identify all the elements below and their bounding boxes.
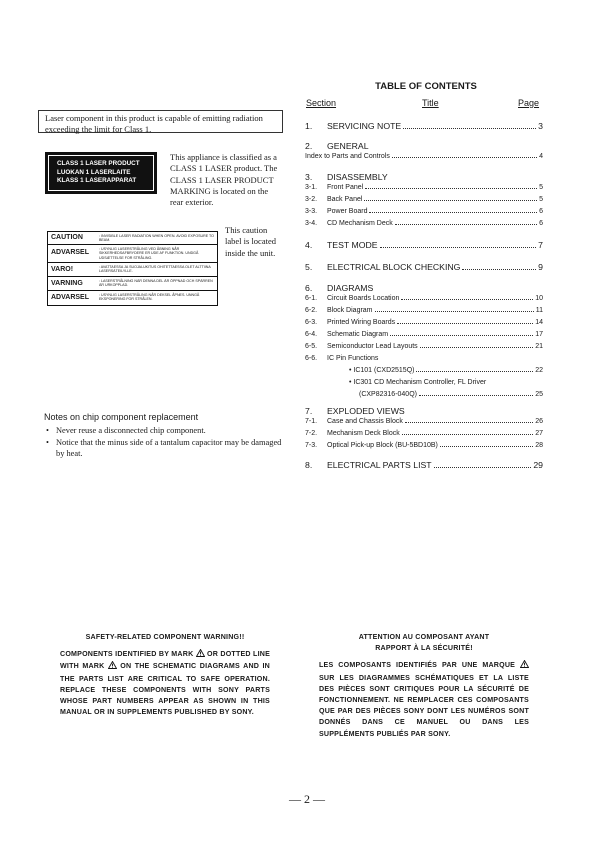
caution-row-text: : USYNLIG LASERSTRÅLING VED ÅBNING NÅR SIKKERHEDSAFBRYDERE ER UDE AF FUNKTION. UNDGÅ UDSÆTTELSE FOR STRÅLING. [99, 247, 199, 260]
toc-entry-leader [397, 323, 533, 324]
toc-entry-page: 17 [535, 331, 543, 338]
chip-notes [44, 412, 289, 460]
toc-entry [305, 391, 543, 403]
toc-title: TABLE OF CONTENTS [375, 81, 477, 92]
toc-entry-page: 9 [538, 262, 543, 272]
toc-entry-title: • IC101 (CXD2515Q) [349, 367, 415, 374]
toc-entry-page: 26 [535, 418, 543, 425]
toc-entry-leader [365, 188, 537, 189]
caution-row [48, 263, 217, 277]
toc-entry [305, 460, 543, 472]
toc-entry-number: 3-3. [305, 208, 318, 215]
toc-entry [305, 295, 543, 307]
toc-entry [305, 208, 543, 220]
safety-warning-en-title: SAFETY-RELATED COMPONENT WARNING!! [85, 633, 245, 641]
caution-row-label: CAUTION [51, 234, 83, 241]
toc-entry-page: 21 [535, 343, 543, 350]
toc-entry-leader [416, 371, 533, 372]
toc-entry-page: 4 [539, 153, 543, 160]
laser-notice-box [38, 110, 283, 133]
caution-row-text: : USYNLIG LASERSTRÅLING NÅR DEKSEL ÅPNES. UNNGÅ EKSPONERING FOR STRÅLEN. [99, 293, 200, 302]
toc-entry-title: Optical Pick-up Block (BU-5BD10B) [327, 442, 438, 449]
toc-entry-number: 3. [305, 172, 313, 182]
toc-header-section: Section [306, 98, 337, 108]
toc-entry-leader [369, 212, 537, 213]
safety-warning-fr-title: ATTENTION AU COMPOSANT AYANT RAPPORT À LA SÉCURITÉ! [358, 633, 490, 653]
toc-entry-number: 6-2. [305, 307, 318, 314]
toc-entry-number: 6-3. [305, 319, 318, 326]
toc-entry-leader [401, 299, 533, 300]
class1-label-line: KLASS 1 LASERAPPARAT [57, 177, 137, 185]
toc-entry [305, 406, 543, 418]
toc-entry-title: Schematic Diagram [327, 331, 389, 338]
toc-entry-number: 3-2. [305, 196, 318, 203]
toc-entry [305, 262, 543, 274]
toc-entry-number: 7-3. [305, 442, 318, 449]
toc-entry-number: 6-1. [305, 295, 318, 302]
page-number: — 2 — [289, 792, 325, 806]
toc-entry [305, 367, 543, 379]
toc-entry-page: 7 [538, 240, 543, 250]
caution-label [47, 231, 218, 306]
warning-triangle-icon [196, 649, 205, 661]
caution-row [48, 277, 217, 291]
laser-notice-text: Laser component in this product is capable of emitting radiation exceeding the limit for Class 1. [45, 113, 263, 134]
toc-entry-page: 28 [535, 442, 543, 449]
toc-entry [305, 121, 543, 133]
toc-entry-title: Case and Chassis Block [327, 418, 403, 425]
toc-entry [305, 442, 543, 454]
toc-entry-number: 3-1. [305, 184, 318, 191]
toc-entry-title: EXPLODED VIEWS [327, 406, 405, 416]
toc-entry-title: Semiconductor Lead Layouts [327, 343, 418, 350]
chip-note-item: • Notice that the minus side of a tantalum capacitor may be damaged by heat. [44, 437, 289, 460]
toc-entry-page: 27 [535, 430, 543, 437]
toc-entry-page: 3 [538, 121, 543, 131]
toc-entry-title: ELECTRICAL BLOCK CHECKING [327, 262, 461, 272]
toc-entry-number: 3-4. [305, 220, 318, 227]
safety-warning-en-body: COMPONENTS IDENTIFIED BY MARK OR DOTTED LINE WITH MARK ON THE SCHEMATIC DIAGRAMS AND IN THE PARTS LIST ARE CRITICAL TO SAFE OPERATION. REPLACE THESE COMPONENTS WITH SONY PARTS WHOSE PART NUMBERS APPEAR AS SHOWN IN THIS MANUAL OR IN SUPPLEMENTS PUBLISHED BY SONY. [60, 650, 270, 717]
toc-entry-leader [364, 200, 537, 201]
toc-entry-title: Front Panel [327, 184, 364, 191]
caution-row-label: ADVARSEL [51, 249, 89, 256]
toc-header-title: Title [422, 98, 439, 108]
toc-entry-title: Power Board [327, 208, 368, 215]
toc-entry-page: 5 [539, 196, 543, 203]
caution-description: This caution label is located inside the unit. [225, 225, 276, 258]
toc-entry-title: GENERAL [327, 141, 369, 151]
safety-warning-fr-body: LES COMPOSANTS IDENTIFIÉS PAR UNE MARQUE SUR LES DIAGRAMMES SCHÉMATIQUES ET LA LISTE DES PIÈCES SONT CRITIQUES POUR LA SÉCURITÉ DE FONCTIONNEMENT. NE REMPLACER CES COMPOSANTS QUE PAR DES PIÈCES SONY DONT LES NUMÉROS SONT DONNÉS DANS CE MANUEL OU DANS LES SUPPLÉMENTS PUBLIÉS PAR SONY. [319, 661, 529, 738]
toc-entry [305, 172, 543, 184]
caution-row-text: : INVISIBLE LASER RADIATION WHEN OPEN. AVOID EXPOSURE TO BEAM. [99, 234, 214, 243]
toc-entry-number: 1. [305, 121, 313, 131]
toc-entry-title: Block Diagram [327, 307, 373, 314]
class1-label-line: CLASS 1 LASER PRODUCT [57, 160, 140, 167]
toc-entry [305, 283, 543, 295]
toc-entry-leader [380, 247, 537, 248]
chip-note-item: • Never reuse a disconnected chip component. [44, 425, 289, 437]
toc-entry-page: 5 [539, 184, 543, 191]
toc-entry-number: 6. [305, 283, 313, 293]
toc-entry-title: CD Mechanism Deck [327, 220, 393, 227]
toc-entry-page: 22 [535, 367, 543, 374]
toc-entry [305, 153, 543, 165]
chip-notes-heading: Notes on chip component replacement [44, 412, 199, 422]
caution-row-text: : LASERSTRÅLNING NÄR DENNA DEL ÄR ÖPPNAD OCH SPÄRREN ÄR URKOPPLAD. [99, 279, 213, 288]
toc-entry-leader [462, 269, 536, 270]
toc-entry-title: DISASSEMBLY [327, 172, 388, 182]
toc-entry-number: 6-6. [305, 355, 318, 362]
toc-entry-title: DIAGRAMS [327, 283, 374, 293]
warning-triangle-icon [520, 660, 529, 672]
caution-row-label: VARNING [51, 280, 83, 287]
toc-entry-page: 14 [535, 319, 543, 326]
toc-entry-number: 6-4. [305, 331, 318, 338]
toc-entry-page: 10 [535, 295, 543, 302]
class1-label-line: LUOKAN 1 LASERLAITE [57, 168, 131, 176]
safety-warning-en [60, 632, 270, 718]
toc-entry-leader [390, 335, 533, 336]
toc-entry [305, 307, 543, 319]
toc-entry-leader [434, 467, 532, 468]
class1-description: This appliance is classified as a CLASS 1 LASER product. The CLASS 1 LASER PRODUCT MARKING is located on the rear exterior. [170, 152, 278, 208]
toc-entry-number: 6-5. [305, 343, 318, 350]
toc-entry [305, 184, 543, 196]
toc-entry [305, 379, 543, 391]
toc-entry-number: 4. [305, 240, 313, 250]
toc-entry-leader [395, 224, 537, 225]
toc-entry-leader [403, 128, 536, 129]
toc-entry-number: 8. [305, 460, 313, 470]
toc-entry [305, 343, 543, 355]
toc-entry-title: • IC301 CD Mechanism Controller, FL Driver [349, 379, 487, 386]
toc-entry-leader [405, 422, 533, 423]
toc-entry-title: ELECTRICAL PARTS LIST [327, 460, 432, 470]
toc-entry-leader [392, 157, 537, 158]
toc-entry-page: 6 [539, 220, 543, 227]
toc-entry-page: 29 [533, 460, 543, 470]
caution-row-label: VARO! [51, 266, 74, 273]
toc-entry-title: Back Panel [327, 196, 363, 203]
toc-entry [305, 319, 543, 331]
toc-entry [305, 141, 543, 153]
toc-entry-leader [440, 446, 533, 447]
toc-entry [305, 331, 543, 343]
class1-label-frame [48, 155, 154, 191]
toc-entry-title: TEST MODE [327, 240, 378, 250]
toc-entry-title: (CXP82316-040Q) [359, 391, 417, 398]
toc-entry-leader [419, 395, 533, 396]
toc-entry-number: 7-2. [305, 430, 318, 437]
toc-entry [305, 355, 543, 367]
toc-entry-title: Circuit Boards Location [327, 295, 400, 302]
toc-entry [305, 196, 543, 208]
toc-entry-page: 25 [535, 391, 543, 398]
toc-entry-number: 5. [305, 262, 313, 272]
toc-entry-title: Index to Parts and Controls [305, 153, 390, 160]
toc-entry-title: IC Pin Functions [327, 355, 379, 362]
safety-warning-fr [319, 632, 529, 740]
toc-entry-page: 11 [535, 307, 543, 314]
warning-triangle-icon [108, 661, 117, 673]
toc-entry-title: Printed Wiring Boards [327, 319, 396, 326]
toc-header-page: Page [518, 98, 540, 108]
toc-entry-leader [420, 347, 534, 348]
class1-laser-label [45, 152, 157, 194]
toc-entry-number: 7-1. [305, 418, 318, 425]
toc-entry-number: 2. [305, 141, 313, 151]
caution-row [48, 291, 217, 305]
caution-row-text: : AVATTAESSA JA SUOJALUKITUS OHITETTAESSA OLET ALTTIINA LASERSÄTEILYLLE. [99, 265, 211, 274]
caution-row [48, 232, 217, 245]
toc-entry-page: 6 [539, 208, 543, 215]
toc-entry-title: Mechanism Deck Block [327, 430, 400, 437]
toc-entry-leader [375, 311, 534, 312]
toc-entry [305, 220, 543, 232]
toc-entry [305, 240, 543, 252]
toc-entry-number: 7. [305, 406, 313, 416]
caution-row-label: ADVARSEL [51, 294, 89, 301]
toc-entry-leader [402, 434, 533, 435]
caution-row [48, 245, 217, 263]
toc-entry [305, 418, 543, 430]
toc-entry [305, 430, 543, 442]
toc-entry-title: SERVICING NOTE [327, 121, 402, 131]
